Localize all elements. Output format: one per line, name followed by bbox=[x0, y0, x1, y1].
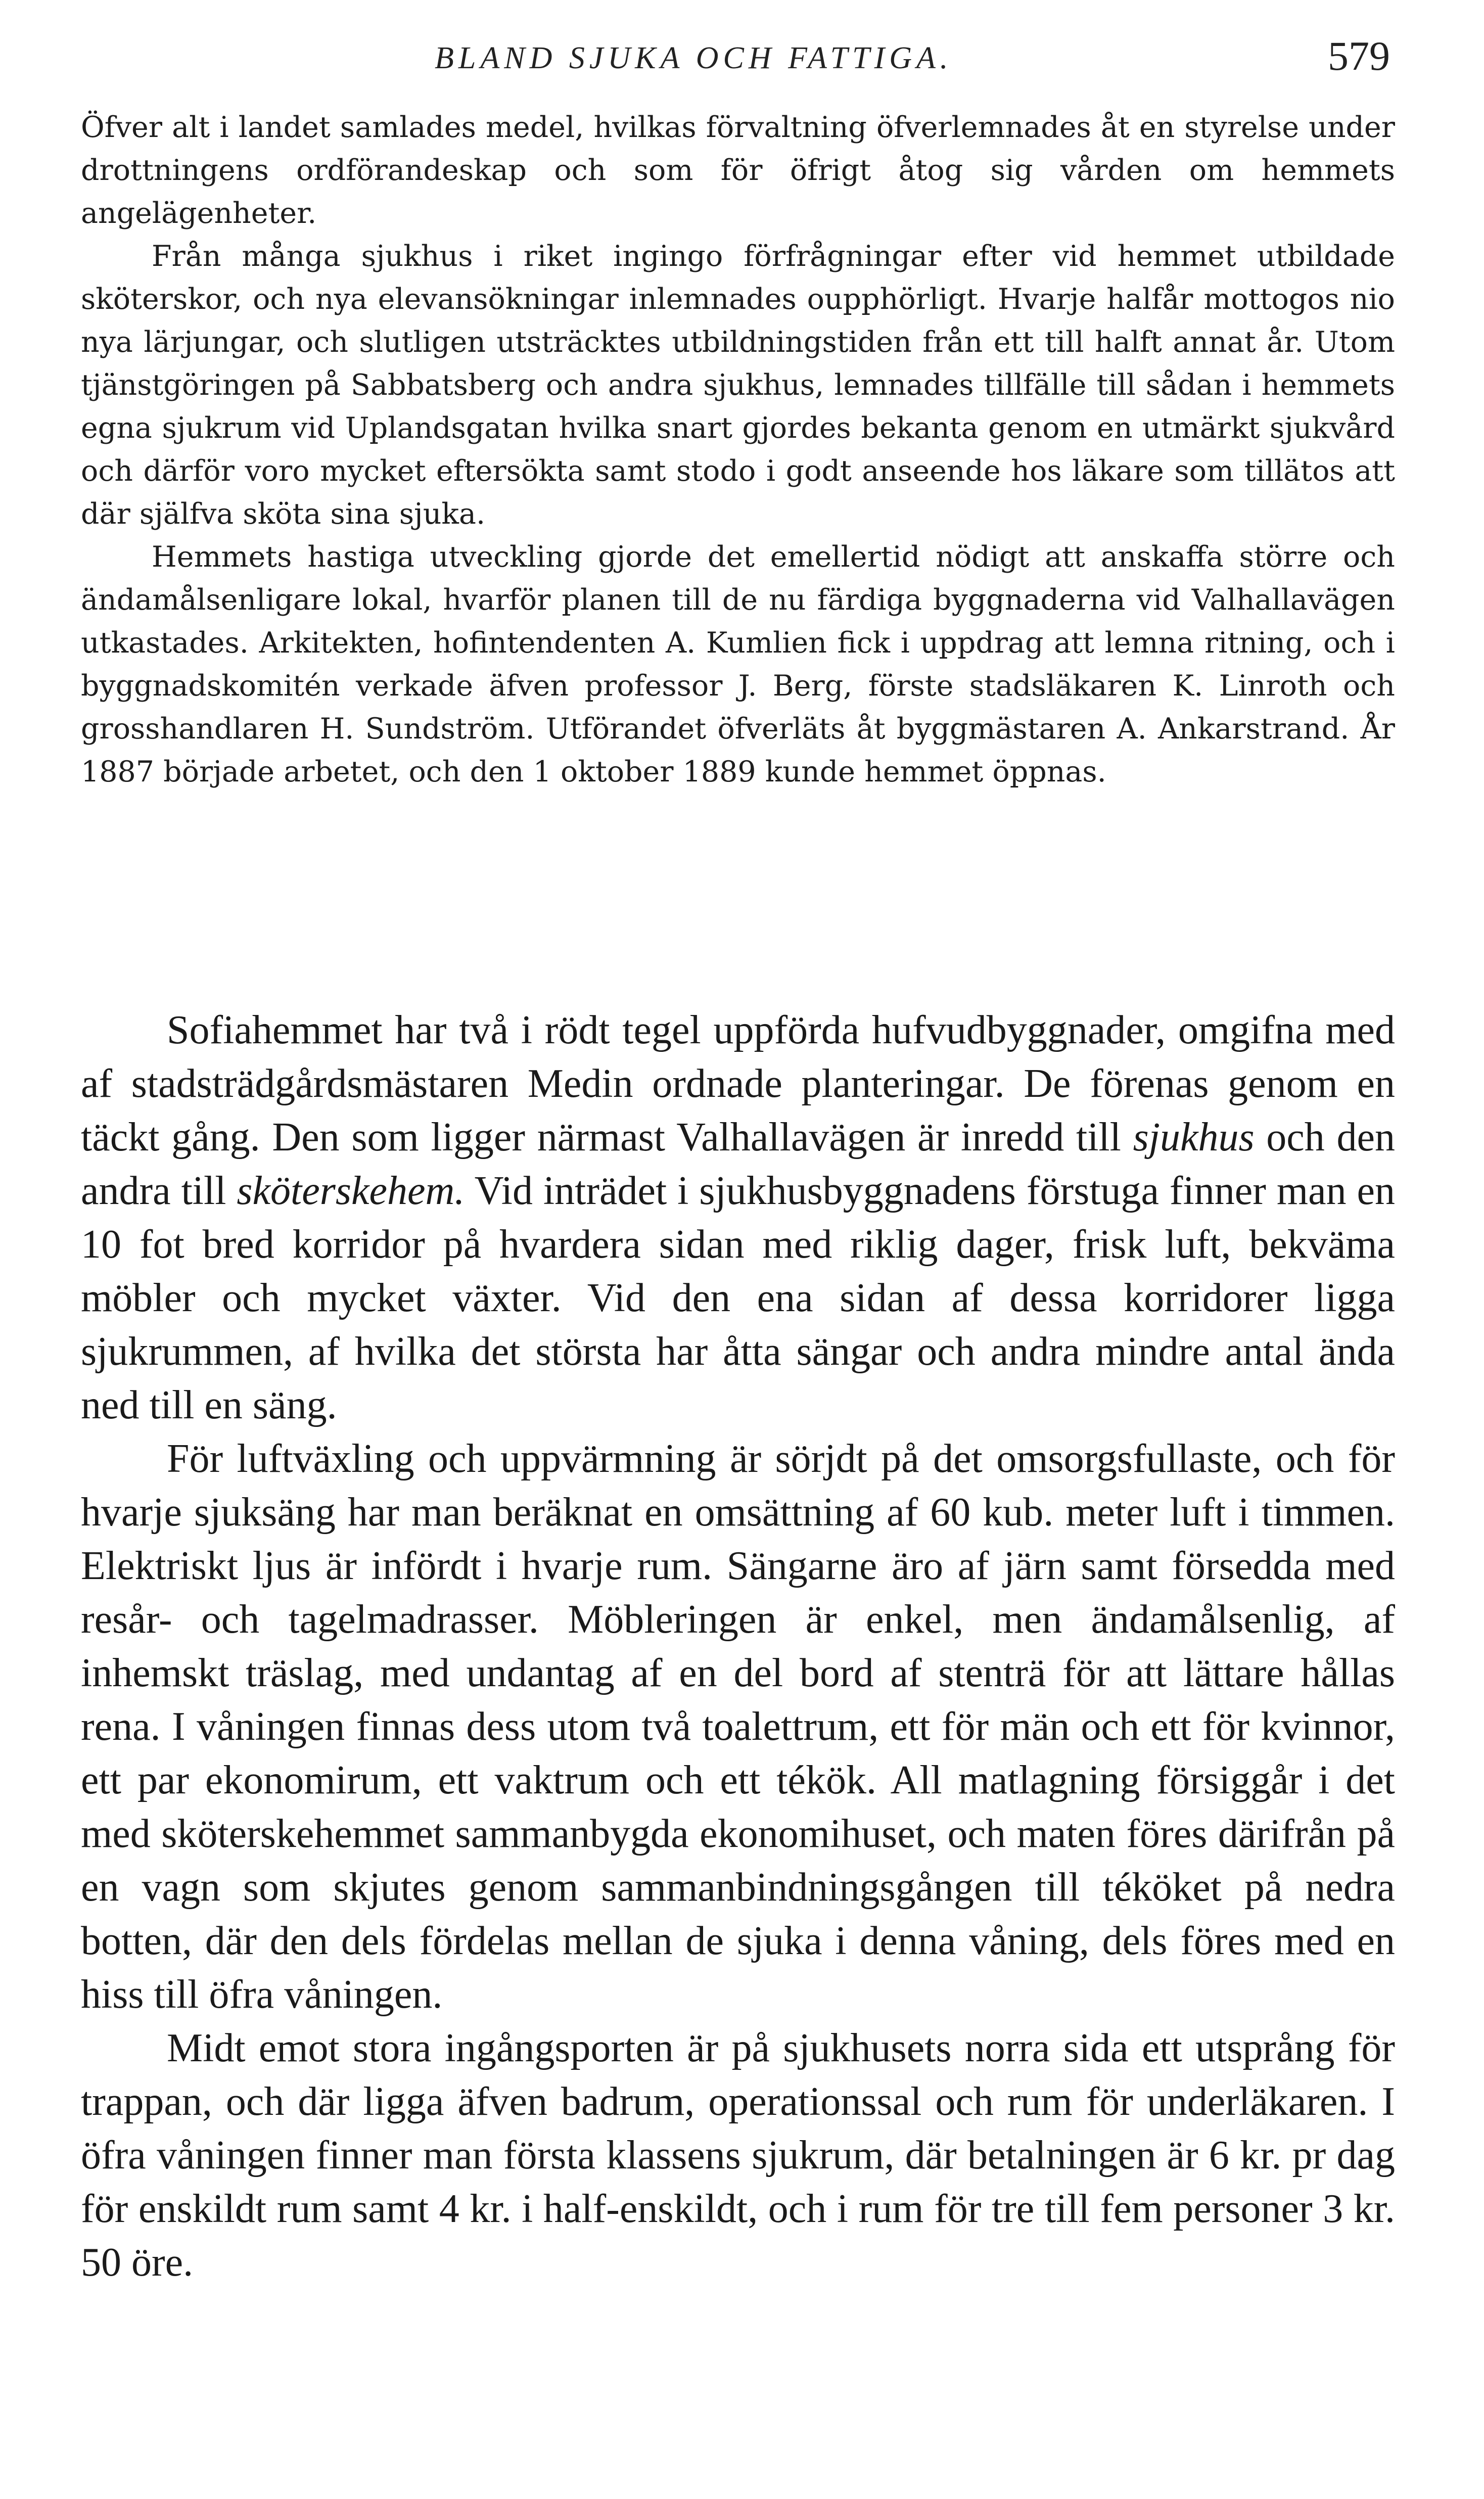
small-print-section bbox=[81, 106, 1395, 794]
italic-term-skoterskehem: sköterskehem. bbox=[237, 1169, 465, 1213]
paragraph: Hemmets hastiga utveckling gjorde det emellertid nödigt att anskaffa större och ändamålsenligare lokal, hvarför planen till de nu färdiga byggnaderna vid Valhallavägen utkastades. Arkitekten, hofintendenten A. Kumlien fick i uppdrag att lemna ritning, och i byggnadskomitén verkade äfven professor J. Berg, förste stadsläkaren K. Linroth och grosshandlaren H. Sundström. Utförandet öfverläts åt byggmästaren A. Ankarstrand. År 1887 började arbetet, och den 1 oktober 1889 kunde hemmet öppnas. bbox=[81, 540, 1395, 789]
running-title: BLAND SJUKA OCH FATTIGA. bbox=[435, 41, 953, 75]
text-run: Vid inträdet i sjukhusbyggnadens förstuga finner man en 10 fot bred korridor på hvardera sidan med riklig dager, frisk luft, bekväma möbler och mycket växter. Vid den ena sidan af dessa korridorer ligga sjukrummen, af hvilka det största har åtta sängar och andra mindre antal ända ned till en säng. bbox=[81, 1169, 1395, 1427]
book-page bbox=[81, 30, 1395, 2467]
paragraph: För luftväxling och uppvärmning är sörjdt på det omsorgsfullaste, och för hvarje sjuksäng har man beräknat en omsättning af 60 kub. meter luft i timmen. Elektriskt ljus är infördt i hvarje rum. Sängarne äro af järn samt försedda med resår- och tagelmadrasser. Möbleringen är enkel, men ändamålsenlig, af inhemskt träslag, med undantag af en del bord af stenträ för att lättare hållas rena. I våningen finnas dess utom två toalettrum, ett för män och ett för kvinnor, ett par ekonomirum, ett vaktrum och ett tékök. All matlagning försiggår i det med sköterskehemmet sammanbygda ekonomihuset, och maten föres därifrån på en vagn som skjutes genom sammanbindningsgången till téköket på nedra botten, där den dels fördelas mellan de sjuka i denna våning, dels föres med en hiss till öfra våningen. bbox=[81, 1437, 1395, 2017]
paragraph: Öfver alt i landet samlades medel, hvilkas förvaltning öfverlemnades åt en styrelse under drottningens ordförandeskap och som för öfrigt åtog sig vården om hemmets angelägenheter. bbox=[81, 111, 1395, 230]
running-head bbox=[81, 30, 1395, 101]
text-run: och den andra till bbox=[81, 1115, 1395, 1213]
page-number: 579 bbox=[1328, 33, 1390, 79]
paragraph: Från många sjukhus i riket ingingo förfrågningar efter vid hemmet utbildade sköterskor, och nya elevansökningar inlemnades oupphörligt. Hvarje halfår mottogos nio nya lärjungar, och slutligen utsträcktes utbildningstiden från ett till halft annat år. Utom tjänstgöringen på Sabbatsberg och andra sjukhus, lemnades tillfälle till sådan i hemmets egna sjukrum vid Uplandsgatan hvilka snart gjordes bekanta genom en utmärkt sjukvård och därför voro mycket eftersökta samt stodo i godt anseende hos läkare som tillätos att där själfva sköta sina sjuka. bbox=[81, 240, 1395, 531]
paragraph bbox=[81, 1003, 1395, 1432]
text-run: Sofiahemmet har två i rödt tegel uppförda hufvudbyggnader, omgifna med af stadsträdgårdsmästaren Medin ordnade planteringar. De förenas genom en täckt gång. Den som ligger närmast Valhallavägen är inredd till bbox=[81, 1008, 1395, 1160]
large-print-section bbox=[81, 1003, 1395, 2289]
paragraph: Midt emot stora ingångsporten är på sjukhusets norra sida ett utsprång för trappan, och där ligga äfven badrum, operationssal och rum för underläkaren. I öfra våningen finner man första klassens sjukrum, där betalningen är 6 kr. pr dag för enskildt rum samt 4 kr. i half-enskildt, och i rum för tre till fem personer 3 kr. 50 öre. bbox=[81, 2026, 1395, 2285]
italic-term-sjukhus: sjukhus bbox=[1133, 1115, 1255, 1160]
